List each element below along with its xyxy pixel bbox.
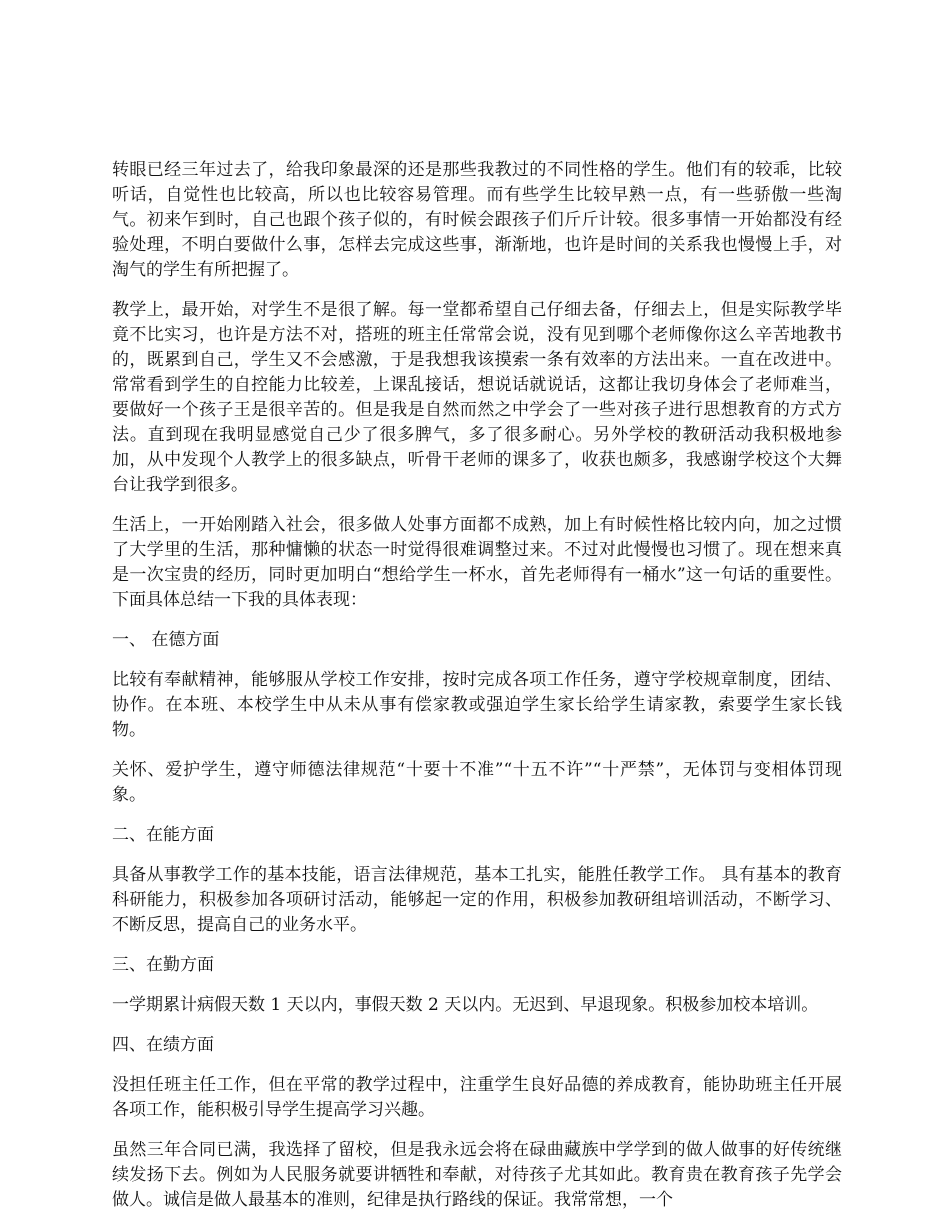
heading-achievement: 四、在绩方面 [112, 1035, 214, 1055]
paragraph-diligence: 一学期累计病假天数 1 天以内，事假天数 2 天以内。无迟到、早退现象。积极参加校本培训。 [112, 995, 819, 1015]
heading-morality: 一、 在德方面 [112, 630, 220, 650]
paragraph-life: 生活上，一开始刚踏入社会，很多做人处事方面都不成熟，加上有时候性格比较内向，加之过惯了大学里的生活，那种慵懒的状态一时觉得很难调整过来。不过对此慢慢也习惯了。现在想来真是一次宝贵的经历，同时更加明白“想给学生一杯水，首先老师得有一桶水”这一句话的重要性。下面具体总结一下我的具体表现： [112, 515, 842, 610]
paragraph-morality-2: 关怀、爱护学生，遵守师德法律规范“十要十不准”“十五不许”“十严禁”，无体罚与变相体罚现象。 [112, 760, 842, 805]
paragraph-students: 转眼已经三年过去了，给我印象最深的还是那些我教过的不同性格的学生。他们有的较乖，比较听话，自觉性也比较高，所以也比较容易管理。而有些学生比较早熟一点，有一些骄傲一些淘气。初来乍到时，自己也跟个孩子似的，有时候会跟孩子们斤斤计较。很多事情一开始都没有经验处理，不明白要做什么事，怎样去完成这些事，渐渐地，也许是时间的关系我也慢慢上手，对淘气的学生有所把握了。 [112, 160, 842, 280]
paragraph-achievement: 没担任班主任工作，但在平常的教学过程中，注重学生良好品德的养成教育，能协助班主任开展各项工作，能积极引导学生提高学习兴趣。 [112, 1075, 842, 1120]
document-body [112, 158, 842, 1228]
paragraph-closing: 虽然三年合同已满，我选择了留校，但是我永远会将在碌曲藏族中学学到的做人做事的好传统继续发扬下去。例如为人民服务就要讲牺牲和奉献，对待孩子尤其如此。教育贵在教育孩子先学会做人。诚信是做人最基本的准则，纪律是执行路线的保证。我常常想，一个 [112, 1140, 842, 1210]
heading-ability: 二、在能方面 [112, 825, 214, 845]
paragraph-ability: 具备从事教学工作的基本技能，语言法律规范，基本工扎实，能胜任教学工作。 具有基本的教育科研能力，积极参加各项研讨活动，能够起一定的作用，积极参加教研组培训活动，不断学习、不断反思，提高自己的业务水平。 [112, 865, 842, 935]
paragraph-teaching: 教学上，最开始，对学生不是很了解。每一堂都希望自己仔细去备，仔细去上，但是实际教学毕竟不比实习，也许是方法不对，搭班的班主任常常会说，没有见到哪个老师像你这么辛苦地教书的，既累到自己，学生又不会感激，于是我想我该摸索一条有效率的方法出来。一直在改进中。常常看到学生的自控能力比较差，上课乱接话，想说话就说话，这都让我切身体会了老师难当，要做好一个孩子王是很辛苦的。但是我是自然而然之中学会了一些对孩子进行思想教育的方式方法。直到现在我明显感觉自己少了很多脾气，多了很多耐心。另外学校的教研活动我积极地参加，从中发现个人教学上的很多缺点，听骨干老师的课多了，收获也颇多，我感谢学校这个大舞台让我学到很多。 [112, 300, 842, 495]
heading-diligence: 三、在勤方面 [112, 955, 214, 975]
paragraph-morality-1: 比较有奉献精神，能够服从学校工作安排，按时完成各项工作任务，遵守学校规章制度，团结、协作。在本班、本校学生中从未从事有偿家教或强迫学生家长给学生请家教，索要学生家长钱物。 [112, 670, 842, 740]
